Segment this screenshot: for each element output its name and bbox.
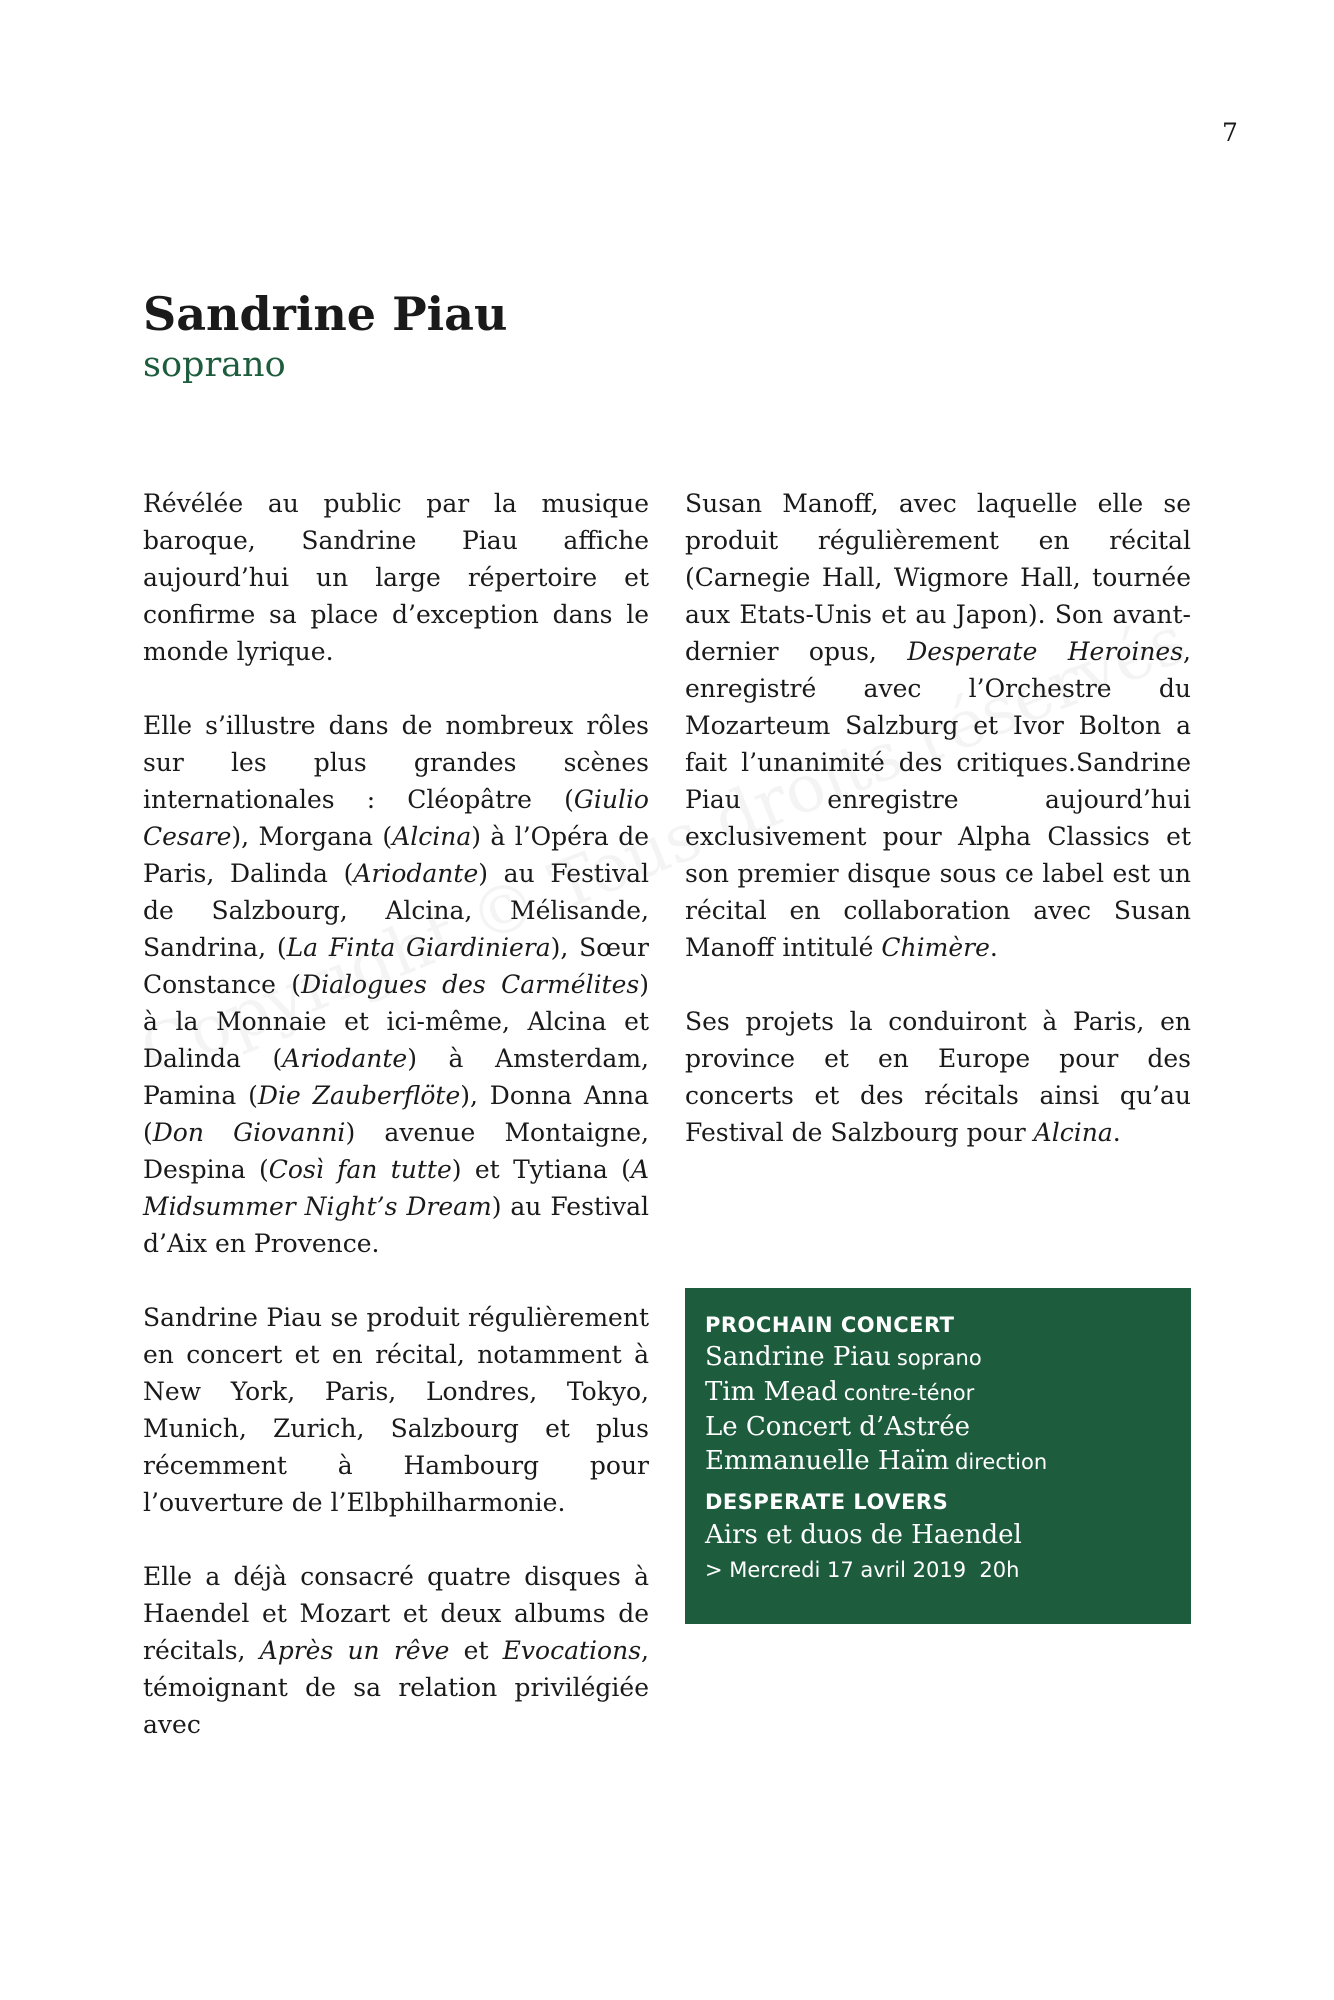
performer-role: soprano: [896, 1346, 982, 1370]
biography-right-column: [685, 485, 1191, 1151]
performer-role: contre-ténor: [843, 1381, 975, 1405]
performer-name: Sandrine Piau: [705, 1342, 891, 1372]
work-title: Giulio Cesare: [143, 785, 649, 851]
bio-paragraph-1: Révélée au public par la musique baroque, Sandrine Piau affiche aujourd’hui un large répertoire et confirme sa place d’exception dans le monde lyrique.: [143, 489, 649, 666]
text: ) à la Monnaie et ici-même, Alcina et Dalinda (: [143, 970, 649, 1073]
artist-role: soprano: [143, 345, 286, 385]
work-title: Don Giovanni: [152, 1118, 346, 1147]
text: ) au Festival d’Aix en Provence.: [143, 1192, 650, 1258]
album-title: Après un rêve: [259, 1636, 450, 1665]
concert-date: > Mercredi 17 avril 2019 20h: [705, 1558, 1020, 1582]
performer-role: direction: [955, 1450, 1048, 1474]
album-title: Chimère: [881, 933, 990, 962]
performer-line: [705, 1410, 1171, 1444]
album-title: Evocations: [502, 1636, 642, 1665]
text: ) au Festival de Salzbourg, Alcina, Mélisande, Sandrina, (: [143, 859, 649, 962]
program-label: DESPERATE LOVERS: [705, 1490, 949, 1514]
text: ) à Amsterdam, Pamina (: [143, 1044, 649, 1110]
work-title: Die Zauberflöte: [257, 1081, 461, 1110]
bio-paragraph-4: [143, 1558, 649, 1743]
performer-line: [705, 1340, 1171, 1375]
text: ) avenue Montaigne, Despina (: [143, 1118, 650, 1184]
text: .: [1112, 1118, 1121, 1147]
performer-line: [705, 1444, 1171, 1479]
work-title: Alcina: [392, 822, 472, 851]
text: ), Donna Anna (: [143, 1081, 649, 1147]
text: ) et Tytiana (: [451, 1155, 631, 1184]
work-title: Alcina: [1033, 1118, 1113, 1147]
performer-line: [705, 1375, 1171, 1410]
text: , témoignant de sa relation privilégiée avec: [143, 1636, 649, 1739]
performer-name: Le Concert d’Astrée: [705, 1412, 970, 1442]
work-title: A Midsummer Night’s Dream: [143, 1155, 649, 1221]
text: Elle s’illustre dans de nombreux rôles sur les plus grandes scènes internationales : Cléopâtre (: [143, 711, 649, 814]
next-concert-box: [685, 1288, 1191, 1624]
work-title: Dialogues des Carmélites: [301, 970, 640, 999]
next-concert-label: PROCHAIN CONCERT: [705, 1313, 955, 1337]
work-title: La Finta Giardiniera: [286, 933, 551, 962]
artist-header: [143, 285, 507, 387]
performer-name: Emmanuelle Haïm: [705, 1446, 950, 1476]
text: ) à l’Opéra de Paris, Dalinda (: [143, 822, 649, 888]
page-number: 7: [1222, 118, 1238, 147]
bio-paragraph-2: [143, 707, 649, 1262]
biography-left-column: [143, 485, 649, 1743]
bio-paragraph-3: Sandrine Piau se produit régulièrement en concert et en récital, notamment à New York, Paris, Londres, Tokyo, Munich, Zurich, Salzbourg et plus récemment à Hambourg pour l’ouverture de l’Elbphilharmonie.: [143, 1303, 649, 1517]
work-title: Così fan tutte: [268, 1155, 452, 1184]
work-title: Ariodante: [353, 859, 479, 888]
text: Elle a déjà consacré quatre disques à Haendel et Mozart et deux albums de récitals,: [143, 1562, 649, 1665]
work-title: Ariodante: [282, 1044, 408, 1073]
text: Susan Manoff, avec laquelle elle se produit régulièrement en récital (Carnegie Hall, Wigmore Hall, tournée aux Etats-Unis et au Japon). Son avant-dernier opus,: [685, 489, 1191, 666]
performer-name: Tim Mead: [705, 1377, 838, 1407]
text: Ses projets la conduiront à Paris, en province et en Europe pour des concerts et des récitals ainsi qu’au Festival de Salzbourg pour: [685, 1007, 1191, 1147]
text: et: [449, 1636, 503, 1665]
text: , enregistré avec l’Orchestre du Mozarteum Salzburg et Ivor Bolton a fait l’unanimité des critiques.Sandrine Piau enregistre aujourd’hui exclusivement pour Alpha Classics et son premier disque sous ce label est un récital en collaboration avec Susan Manoff intitulé: [685, 637, 1191, 962]
program-title: Airs et duos de Haendel: [705, 1520, 1022, 1550]
text: .: [989, 933, 998, 962]
album-title: Desperate Heroines: [907, 637, 1184, 666]
bio-paragraph-5: [685, 485, 1191, 966]
artist-name: Sandrine Piau: [143, 287, 508, 341]
bio-paragraph-6: [685, 1003, 1191, 1151]
text: ), Morgana (: [231, 822, 393, 851]
text: ), Sœur Constance (: [143, 933, 649, 999]
